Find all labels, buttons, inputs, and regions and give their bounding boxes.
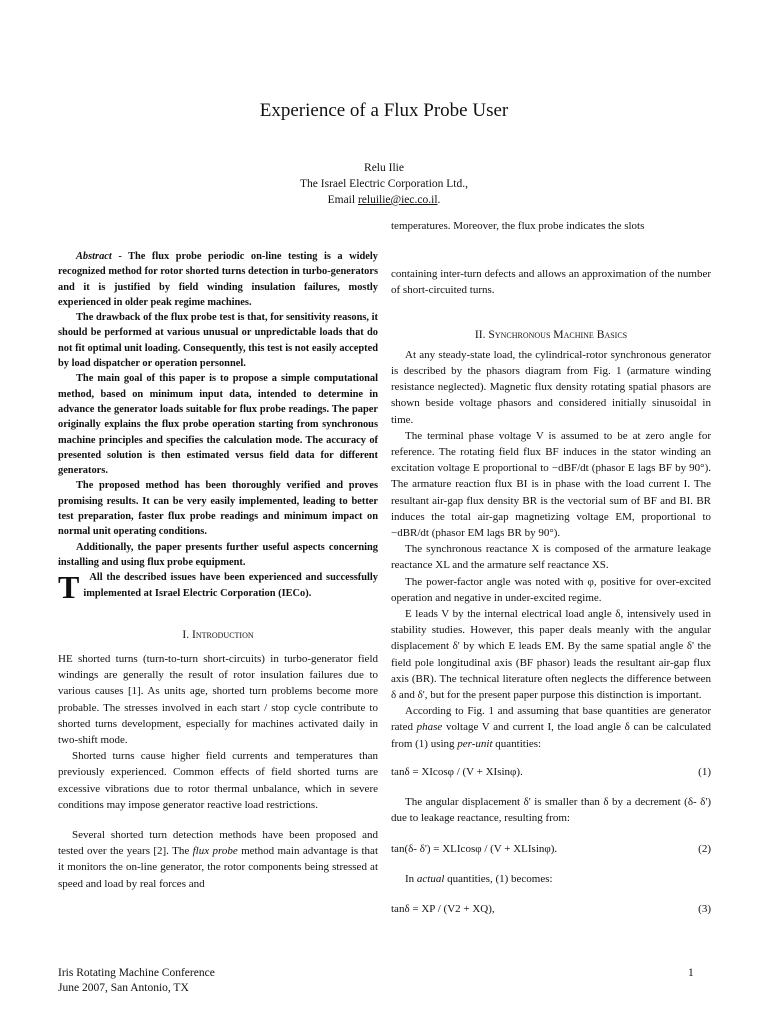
abstract-p4: The proposed method has been thoroughly verified and proves promising results. It can be very easily implemented, leading to better test preparation, faster flux probe readings and minimum impact on normal unit operating conditions. (58, 480, 378, 538)
section2-p5: E leads V by the internal electrical load angle δ, intensively used in stability studies. However, this paper deals meanly with the angular displacement δ' by which E leads EM. By the same spatial angle δ' the field pole longitudinal axis (BF phasor) leads the resultant air-gap flux axis (BR). The technical literature often neglects the difference between δ and δ', but for the present paper purpose this distinction is important. (391, 608, 711, 702)
equation-1-text: tanδ = XIcosφ / (V + XIsinφ). (391, 765, 523, 778)
section2-p8 (391, 871, 711, 887)
author-name: Relu Ilie (364, 162, 404, 174)
page-number: 1 (688, 967, 694, 979)
section2-p7: The angular displacement δ' is smaller than δ by a decrement (δ- δ') due to leakage reactance, resulting from: (391, 796, 711, 825)
section2-p8-italic: actual (416, 872, 445, 885)
drop-cap: T (58, 569, 80, 606)
intro-p3-italic: flux probe (192, 845, 238, 858)
abstract-p6 (58, 569, 378, 606)
section-heading-synchronous: II. Synchronous Machine Basics (474, 327, 628, 341)
section2-p6-italic2: per-unit (457, 737, 493, 750)
section-heading-introduction: I. Introduction (182, 627, 254, 641)
left-column (58, 249, 378, 892)
abstract-p6-text: All the described issues have been experienced and successfully implemented at Israel Electric Corporation (IECo). (83, 572, 378, 599)
equation-3-number: (3) (698, 902, 711, 915)
author-email-line (0, 194, 768, 206)
abstract-text: - The flux probe periodic on-line testing is a widely recognized method for rotor shorted turns detection in turbo-generators and it is justified by field winding insulation failures, mostly experienced in older peak regime machines. (58, 251, 378, 308)
right-column (391, 218, 711, 917)
section2-p1: At any steady-state load, the cylindrical-rotor synchronous generator is described by the phasors diagram from Fig. 1 (armature winding resistance neglected). Magnetic flux density rotating spatial phasors are shown beside voltage phasors and considered initially sinusoidal in time. (391, 348, 711, 426)
intro-p3-b: method main advantage is that it monitors the on-line generator, the rotor components being stressed at speed and load by real forces and (58, 845, 378, 890)
right-continuation-p2: containing inter-turn defects and allows an approximation of the number of short-circuited turns. (391, 268, 711, 297)
intro-p3 (58, 827, 378, 892)
paper-title: Experience of a Flux Probe User (259, 100, 509, 121)
section2-p6-a: According to Fig. 1 and assuming that base quantities are generator rated (391, 705, 711, 734)
equation-2 (391, 841, 711, 857)
equation-2-number: (2) (698, 842, 711, 855)
footer-date: June 2007, San Antonio, TX (58, 982, 189, 994)
intro-p1: HE shorted turns (turn-to-turn short-circuits) in turbo-generator field windings are generally the result of rotor insulation failures due to various causes [1]. As units age, shorted turn problems become more probable. The stresses involved in each start / stop cycle contribute to shorted turns development, especially for machines activated daily in two-shift mode. (58, 653, 378, 747)
section2-p3: The synchronous reactance X is composed of the armature leakage reactance XL and the armature self reactance XS. (391, 543, 711, 572)
section2-p8-b: quantities, (1) becomes: (444, 872, 553, 885)
intro-p2: Shorted turns cause higher field currents and temperatures than previously experienced. Common effects of field shorted turns are excessive vibrations due to rotor thermal unbalance, which in severe conditions may impose generator reactive load restrictions. (58, 750, 378, 811)
abstract-label: Abstract (76, 251, 112, 262)
section2-p2: The terminal phase voltage V is assumed to be at zero angle for reference. The rotating field flux BF induces in the stator winding an excitation voltage E proportional to −dBF/dt (phasor E lags BF by 90°). The armature reaction flux BI is in phase with the load current I. The resultant air-gap flux density BR is the vectorial sum of BF and BI. BR induces the total air-gap magnetizing voltage EM, proportional to −dBR/dt (phasor EM lags BR by 90°). (391, 429, 711, 540)
section2-p6 (391, 703, 711, 752)
equation-3-text: tanδ = XP / (V2 + XQ), (391, 902, 495, 915)
equation-2-text: tan(δ- δ') = XLIcosφ / (V + XLIsinφ). (391, 842, 558, 855)
footer-conference: Iris Rotating Machine Conference (58, 967, 215, 979)
section2-p8-a: In (405, 872, 417, 885)
section2-p4: The power-factor angle was noted with φ, positive for over-excited operation and negative in under-excited regime. (391, 575, 711, 604)
author-affiliation: The Israel Electric Corporation Ltd., (300, 178, 468, 190)
equation-1 (391, 764, 711, 780)
abstract-p1 (58, 249, 378, 310)
email-suffix: . (437, 194, 441, 206)
equation-3 (391, 901, 711, 917)
author-email-link[interactable]: reluilie@iec.co.il (357, 194, 438, 206)
email-prefix: Email (327, 194, 358, 206)
abstract-p2: The drawback of the flux probe test is that, for sensitivity reasons, it should be performed at various unusual or unpredictable loads that do not fit optimal unit loading. Consequently, this test is not easily accepted by load dispatcher or operation personnel. (58, 312, 378, 370)
section2-p6-italic1: phase (416, 721, 443, 734)
abstract-p5: Additionally, the paper presents further useful aspects concerning installing and using flux probe equipment. (58, 541, 378, 568)
section2-p6-b: voltage V and current I, the load angle δ can be calculated from (1) using (391, 721, 712, 750)
equation-1-number: (1) (698, 765, 711, 778)
abstract-p3: The main goal of this paper is to propose a simple computational method, based on minimum input data, intended to determine in advance the generator loads suitable for flux probe readings. The paper originally explains the flux probe operation starting from synchronous machine principles and specifies the calculation mode. The accuracy of presented solution is then estimated versus field data for different generators. (58, 373, 378, 477)
right-continuation-p1: temperatures. Moreover, the flux probe indicates the slots (391, 220, 645, 232)
section2-p6-c: quantities: (492, 737, 542, 750)
intro-p3-a: Several shorted turn detection methods have been proposed and tested over the years [2]. The (58, 829, 378, 858)
